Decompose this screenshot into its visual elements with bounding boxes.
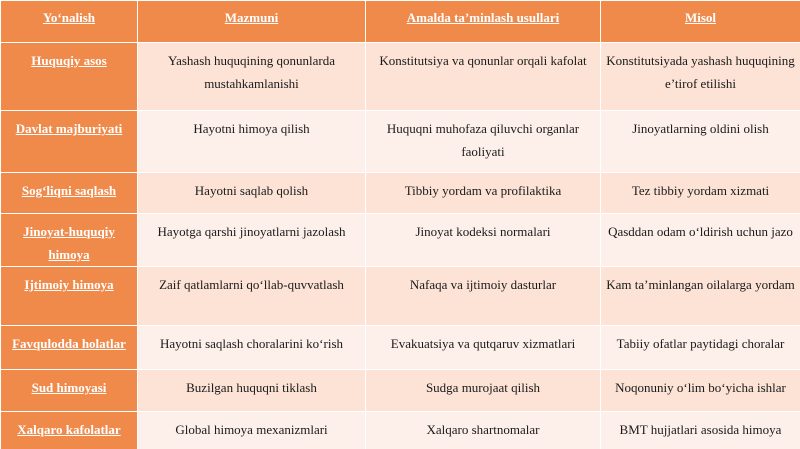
table-cell: Kam ta’minlangan oilalarga yordam: [601, 267, 800, 326]
table-header-row: [1, 1, 800, 43]
table-cell: Huquqni muhofaza qiluvchi organlar faoliyati: [366, 111, 601, 173]
table-row: [1, 214, 800, 267]
table-cell: Noqonuniy o‘lim bo‘yicha ishlar: [601, 370, 800, 412]
table-cell: Nafaqa va ijtimoiy dasturlar: [366, 267, 601, 326]
table-cell: Global himoya mexanizmlari: [138, 412, 366, 449]
header-content: Mazmuni: [138, 1, 366, 43]
row-label: Jinoyat-huquqiy himoya: [1, 214, 138, 267]
table-row: [1, 326, 800, 370]
header-direction: Yo‘nalish: [1, 1, 138, 43]
table-cell: Evakuatsiya va qutqaruv xizmatlari: [366, 326, 601, 370]
row-label: Sog‘liqni saqlash: [1, 173, 138, 214]
table-cell: Konstitutsiyada yashash huquqining e’tirof etilishi: [601, 43, 800, 111]
table-row: [1, 412, 800, 449]
table-cell: Jinoyat kodeksi normalari: [366, 214, 601, 267]
table-cell: Hayotga qarshi jinoyatlarni jazolash: [138, 214, 366, 267]
header-methods: Amalda ta’minlash usullari: [366, 1, 601, 43]
table-cell: BMT hujjatlari asosida himoya: [601, 412, 800, 449]
row-label: Sud himoyasi: [1, 370, 138, 412]
table-cell: Tibbiy yordam va profilaktika: [366, 173, 601, 214]
table-row: [1, 267, 800, 326]
row-label: Favqulodda holatlar: [1, 326, 138, 370]
table-cell: Konstitutsiya va qonunlar orqali kafolat: [366, 43, 601, 111]
table-cell: Qasddan odam o‘ldirish uchun jazo: [601, 214, 800, 267]
table-cell: Xalqaro shartnomalar: [366, 412, 601, 449]
row-label: Huquqiy asos: [1, 43, 138, 111]
table-row: [1, 370, 800, 412]
table-cell: Tabiiy ofatlar paytidagi choralar: [601, 326, 800, 370]
table-cell: Jinoyatlarning oldini olish: [601, 111, 800, 173]
table-cell: Buzilgan huquqni tiklash: [138, 370, 366, 412]
row-label: Xalqaro kafolatlar: [1, 412, 138, 449]
table-cell: Tez tibbiy yordam xizmati: [601, 173, 800, 214]
table-row: [1, 43, 800, 111]
table-row: [1, 111, 800, 173]
table-cell: Sudga murojaat qilish: [366, 370, 601, 412]
table-cell: Yashash huquqining qonunlarda mustahkamlanishi: [138, 43, 366, 111]
table-cell: Hayotni saqlash choralarini ko‘rish: [138, 326, 366, 370]
header-example: Misol: [601, 1, 800, 43]
table-cell: Zaif qatlamlarni qo‘llab-quvvatlash: [138, 267, 366, 326]
row-label: Ijtimoiy himoya: [1, 267, 138, 326]
table-row: [1, 173, 800, 214]
table-cell: Hayotni himoya qilish: [138, 111, 366, 173]
table-cell: Hayotni saqlab qolish: [138, 173, 366, 214]
row-label: Davlat majburiyati: [1, 111, 138, 173]
